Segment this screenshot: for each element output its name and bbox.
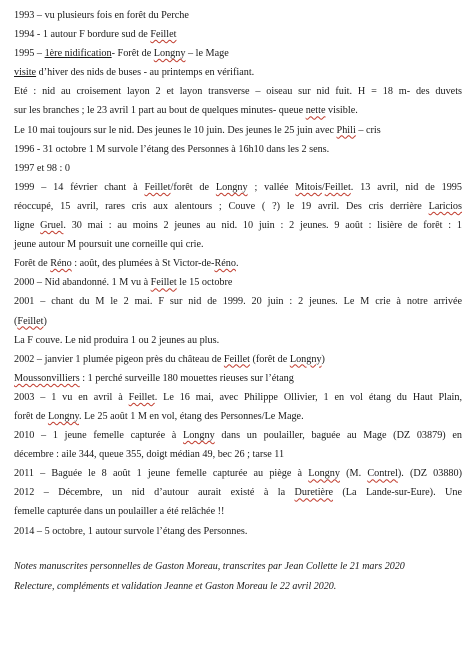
text-run: – le Mage bbox=[185, 48, 229, 60]
text-run: 1996 - 31 octobre 1 M survole l’étang des Personnes à 16h10 dans les 2 sens. bbox=[14, 143, 330, 155]
entry-line bbox=[14, 216, 462, 235]
text-run: ) bbox=[43, 315, 47, 327]
entry-line bbox=[14, 178, 462, 197]
text-run: ( bbox=[14, 315, 18, 327]
text-run: : août, des plumées à St Victor-de- bbox=[71, 258, 215, 270]
text-run: décembre : aile 344, queue 355, doigt médian 49, bec 26 ; tarse 11 bbox=[14, 449, 285, 461]
spellcheck-word: Longny bbox=[308, 468, 340, 480]
spellcheck-word: Contrel bbox=[367, 468, 398, 480]
entry-line bbox=[14, 44, 462, 63]
entry-line bbox=[14, 445, 462, 464]
text-run: 2002 – janvier 1 plumée pigeon près du château de bbox=[14, 353, 224, 365]
text-run: ligne bbox=[14, 220, 41, 232]
text-run: 1999 – 14 février chant à bbox=[14, 181, 145, 193]
spellcheck-word: Feillet bbox=[128, 391, 155, 403]
spellcheck-word: Feillet bbox=[223, 353, 250, 365]
text-run: ; vallée bbox=[247, 181, 296, 193]
text-run: 2001 – chant du M le 2 mai. F sur nid de 1999. 20 juin : 2 jeunes. Le M crie à notre arrivée bbox=[14, 296, 462, 308]
text-run: 2003 – 1 vu en avril à bbox=[14, 391, 129, 403]
entries-list bbox=[14, 6, 462, 541]
spellcheck-word: Feillet bbox=[144, 181, 171, 193]
text-run: 2000 – Nid abandonné. 1 M vu à bbox=[14, 277, 151, 289]
text-run: 2014 – 5 octobre, 1 autour survole l’étang des Personnes. bbox=[14, 525, 248, 537]
text-run: femelle capturée dans un poulailler a été relâchée !! bbox=[14, 506, 225, 518]
text-run: (M. bbox=[339, 468, 368, 480]
text-run: ) bbox=[321, 353, 325, 365]
text-run: . 30 mai : au moins 2 jeunes au nid. 10 juin : 2 jeunes. 9 août : lisière de forêt : 1 bbox=[63, 220, 463, 232]
spellcheck-word: Longny bbox=[289, 353, 322, 365]
text-run: visible. bbox=[325, 105, 358, 117]
text-run: réoccupé, 15 avril, rares cris aux alentours ; Couve ( ?) le 19 avril. Des cris derrière bbox=[14, 200, 429, 212]
spellcheck-word: Longny bbox=[182, 430, 215, 442]
text-run: sur les branches ; le 23 avril 1 part au bout de quelques minutes- queue bbox=[14, 105, 306, 117]
text-run: 1997 et 98 : 0 bbox=[14, 162, 71, 174]
notes-line-2: Relecture, compléments et validation Jeanne et Gaston Moreau le 22 avril 2020. bbox=[14, 580, 337, 592]
spellcheck-word: Feillet bbox=[150, 29, 177, 41]
text-run: (La Lande-sur-Eure). Une bbox=[333, 487, 462, 499]
text-run: dans un poulailler, baguée au Mage (DZ 03879) en bbox=[214, 430, 462, 442]
entry-line bbox=[14, 292, 462, 311]
entry-line bbox=[14, 235, 462, 254]
spellcheck-word: Réno bbox=[214, 258, 236, 270]
text-run: 1995 – bbox=[14, 48, 45, 60]
spellcheck-word: Mitois bbox=[295, 181, 322, 193]
transcription-notes bbox=[14, 557, 462, 597]
text-run: 1994 - 1 autour F bordure sud de bbox=[14, 29, 151, 41]
spellcheck-word: Phili bbox=[336, 124, 356, 136]
text-run: . 13 avril, nid de 1995 bbox=[350, 181, 462, 193]
text-run: d’hiver des nids de buses - au printemps en vérifiant. bbox=[36, 67, 255, 79]
spellcheck-word: Longny bbox=[153, 48, 186, 60]
entry-line bbox=[14, 25, 462, 44]
spellcheck-word: Duretière bbox=[294, 487, 333, 499]
text-run: 2012 – Décembre, un nid d’autour aurait existé à la bbox=[14, 487, 295, 499]
entry-line bbox=[14, 388, 462, 407]
entry-line bbox=[14, 464, 462, 483]
underlined-text: 1ère nidification bbox=[44, 48, 112, 60]
entry-line bbox=[14, 312, 462, 331]
text-run: : 1 perché surveille 180 mouettes rieuses sur l’étang bbox=[79, 372, 294, 384]
text-run: le 15 octobre bbox=[176, 277, 233, 289]
entry-line bbox=[14, 522, 462, 541]
spellcheck-word: nette bbox=[305, 105, 326, 117]
entry-line bbox=[14, 369, 462, 388]
spellcheck-word: Longny bbox=[215, 181, 248, 193]
spellcheck-word: Feillet bbox=[150, 277, 177, 289]
text-run: . Le 25 août 1 M en vol, étang des Personnes/Le Mage. bbox=[78, 410, 304, 422]
entry-line bbox=[14, 6, 462, 25]
entry-line bbox=[14, 350, 462, 369]
entry-line bbox=[14, 331, 462, 350]
entry-line bbox=[14, 159, 462, 178]
entry-line bbox=[14, 426, 462, 445]
text-run: La F couve. Le nid produira 1 ou 2 jeunes au plus. bbox=[14, 334, 220, 346]
spellcheck-word: Feillet bbox=[324, 181, 351, 193]
spellcheck-word: Moussonvilliers bbox=[14, 372, 80, 384]
entry-line bbox=[14, 502, 462, 521]
text-run: jeune autour M poursuit une corneille qui crie. bbox=[14, 239, 204, 251]
text-run: 1993 – vu plusieurs fois en forêt du Perche bbox=[14, 10, 189, 21]
text-run: – cris bbox=[355, 124, 381, 136]
text-run: / bbox=[321, 181, 325, 193]
spellcheck-word: Gruel bbox=[40, 220, 64, 232]
notes-line-1: Notes manuscrites personnelles de Gaston Moreau, transcrites par Jean Collette le 21 mars 2020 bbox=[14, 560, 405, 572]
text-run: /forêt de bbox=[170, 181, 216, 193]
text-run: Forêt de bbox=[14, 258, 51, 270]
spellcheck-word: Feillet bbox=[17, 315, 44, 327]
entry-line bbox=[14, 101, 462, 120]
text-run: forêt de bbox=[14, 410, 48, 422]
entry-line bbox=[14, 63, 462, 82]
entry-line bbox=[14, 197, 462, 216]
text-run: . Le 16 mai, avec Philippe Ollivier, 1 en vol étang du Haut Plain, bbox=[154, 391, 463, 403]
spellcheck-word: Longny bbox=[47, 410, 79, 422]
spellcheck-word: Réno bbox=[50, 258, 72, 270]
text-run: - Forêt de bbox=[111, 48, 154, 60]
text-run: Le 10 mai toujours sur le nid. Des jeunes le 10 juin. Des jeunes le 25 juin avec bbox=[14, 124, 337, 136]
text-run: 2011 – Baguée le 8 août 1 jeune femelle capturée au piège à bbox=[14, 468, 309, 480]
spellcheck-word: Laricios bbox=[428, 200, 462, 212]
entry-line bbox=[14, 254, 462, 273]
entry-line bbox=[14, 140, 462, 159]
text-run: . bbox=[235, 258, 239, 270]
entry-line bbox=[14, 273, 462, 292]
text-run: 2010 – 1 jeune femelle capturée à bbox=[14, 430, 183, 442]
underlined-text: visite bbox=[14, 67, 37, 79]
entry-line bbox=[14, 483, 462, 502]
text-run: Eté : nid au croisement layon 2 et layon transverse – oiseau sur nid fuit. H = 18 m- des duvets bbox=[14, 86, 462, 98]
text-run: ). (DZ 03880) bbox=[397, 468, 462, 480]
entry-line bbox=[14, 407, 462, 426]
text-run: (forêt de bbox=[249, 353, 290, 365]
entry-line bbox=[14, 82, 462, 101]
entry-line bbox=[14, 121, 462, 140]
